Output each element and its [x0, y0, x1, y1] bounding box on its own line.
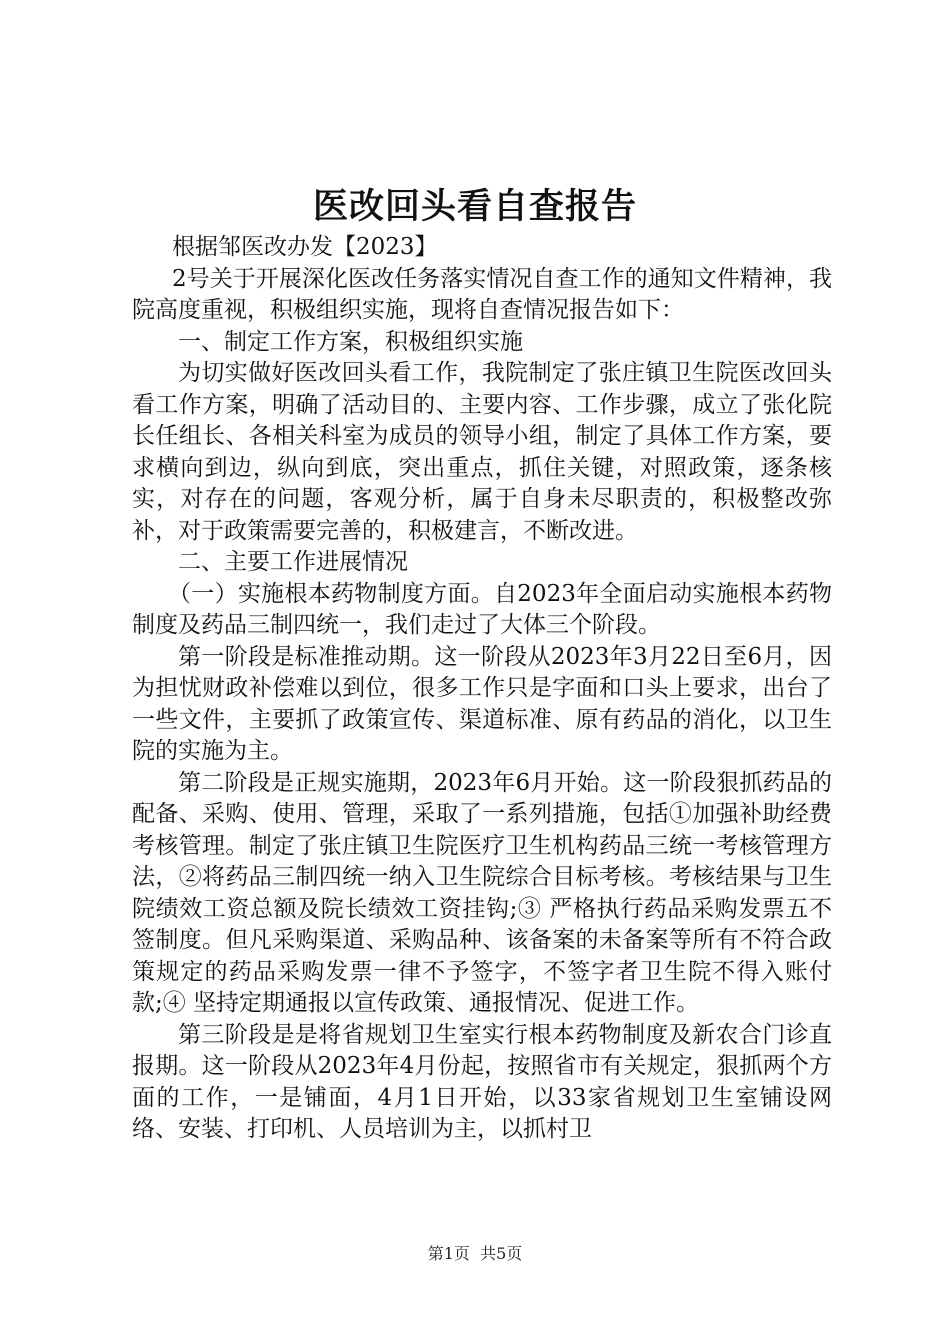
- document-body: [132, 232, 832, 1146]
- paragraph-5: 第一阶段是标准推动期。这一阶段从2023年3月22日至6月，因为担忧财政补偿难以到位，很多工作只是字面和口头上要求，出台了一些文件，主要抓了政策宣传、渠道标准、原有药品的消化，以卫生院的实施为主。: [132, 643, 832, 764]
- paragraph-4: （一）实施根本药物制度方面。自2023年全面启动实施根本药物制度及药品三制四统一，我们走过了大体三个阶段。: [132, 580, 832, 638]
- paragraph-6: 第二阶段是正规实施期，2023年6月开始。这一阶段狠抓药品的配备、采购、使用、管理，采取了一系列措施，包括①加强补助经费考核管理。制定了张庄镇卫生院医疗卫生机构药品三统一考核管理方法，②将药品三制四统一纳入卫生院综合目标考核。考核结果与卫生院绩效工资总额及院长绩效工资挂钩;③ 严格执行药品采购发票五不签制度。但凡采购渠道、采购品种、该备案的未备案等所有不符合政策规定的药品采购发票一律不予签字，不签字者卫生院不得入账付款;④ 坚持定期通报以宣传政策、通报情况、促进工作。: [132, 769, 832, 1016]
- paragraph-1: 根据邹医改办发【2023】: [172, 234, 438, 260]
- page-footer: [0, 1244, 950, 1264]
- section-heading-1: 一、制定工作方案，积极组织实施: [178, 328, 523, 355]
- page-number-total: 共5页: [480, 1244, 523, 1263]
- paragraph-2: 2号关于开展深化医改任务落实情况自查工作的通知文件精神，我院高度重视，积极组织实施，现将自查情况报告如下：: [132, 265, 832, 323]
- paragraph-7: 第三阶段是是将省规划卫生室实行根本药物制度及新农合门诊直报期。这一阶段从2023年4月份起，按照省市有关规定，狠抓两个方面的工作，一是铺面，4月1日开始，以33家省规划卫生室铺设网络、安装、打印机、人员培训为主，以抓村卫: [132, 1021, 832, 1142]
- page-number-current: 第1页: [427, 1244, 470, 1263]
- section-heading-2: 二、主要工作进展情况: [178, 549, 408, 575]
- paragraph-3: 为切实做好医改回头看工作，我院制定了张庄镇卫生院医改回头看工作方案，明确了活动目的、主要内容、工作步骤，成立了张化院长任组长、各相关科室为成员的领导小组，制定了具体工作方案，要求横向到边，纵向到底，突出重点，抓住关键，对照政策，逐条核实，对存在的问题，客观分析，属于自身未尽职责的，积极整改弥补，对于政策需要完善的，积极建言，不断改进。: [132, 360, 832, 544]
- document-title: 医改回头看自查报告: [312, 186, 637, 227]
